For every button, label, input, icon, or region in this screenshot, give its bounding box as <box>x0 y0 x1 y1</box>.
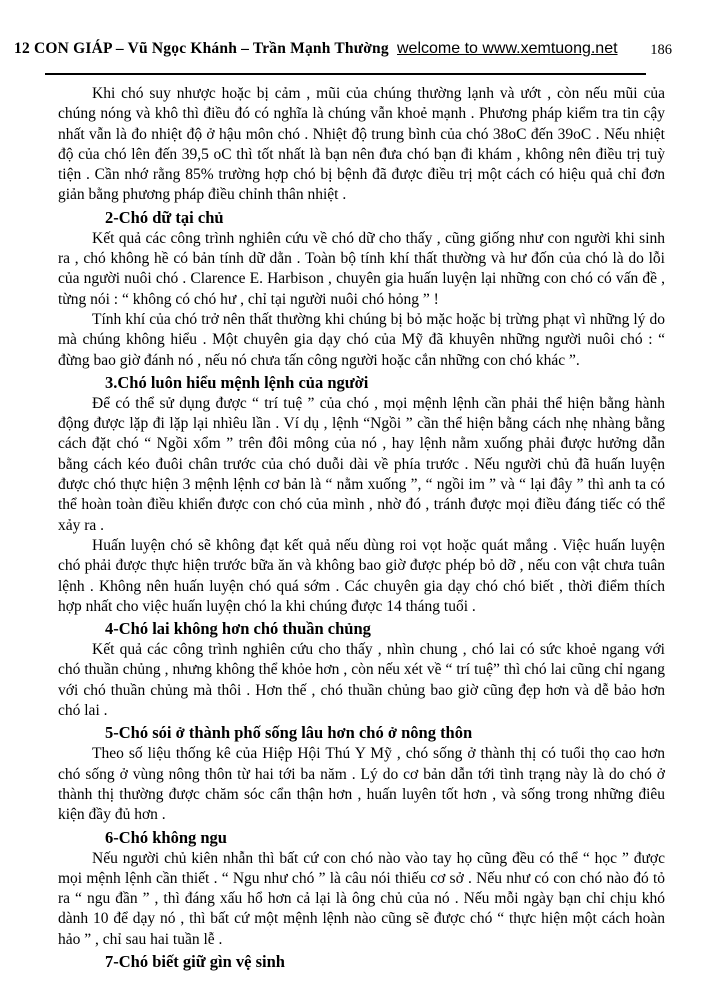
paragraph: Khi chó suy nhược hoặc bị cảm , mũi của chúng thường lạnh và ướt , còn nếu mũi của chúng nóng và khô thì điều đó có nghĩa là chúng vẫn khoẻ mạnh . Phương pháp kiểm tra tin cậy nhất vẫn là đo nhiệt độ ở hậu môn chó . Nhiệt độ trung bình của chó 38oC đến 39oC . Nếu nhiệt độ của chó lên đến 39,5 oC thì tốt nhất là bạn nên đưa chó bạn đi khám , không nên điều trị tuỳ tiện . Cần nhớ rằng 85% trường hợp chó bị bệnh đã được điều trị một cách có hiệu quả chỉ đơn giản bằng phương pháp điều chỉnh thân nhiệt . <box>58 85 665 204</box>
paragraph: Kết quả các công trình nghiên cứu về chó dữ cho thấy , cũng giống như con người khi sinh ra , chó không hề có bản tính dữ dằn . Toàn bộ tính khí thất thường và hư đốn của chó là do lỗi của người nuôi chó . Clarence E. Harbison , chuyên gia huấn luyện lại những con chó có vấn đề , từng nói : “ không có chó hư , chỉ tại người nuôi chó hỏng ” ! <box>58 229 665 308</box>
paragraph: Kết quả các công trình nghiên cứu cho thấy , nhìn chung , chó lai có sức khoẻ ngang với chó thuần chủng , nhưng không thể khỏe hơn , còn nếu xét về “ trí tuệ” thì chó lai cũng chỉ ngang với chó thuần chủng mà thôi . Hơn thế , chó thuần chủng bao giờ cũng đẹp hơn và dễ bảo hơn chó lai . <box>58 641 665 720</box>
section-heading: 7-Chó biết giữ gìn vệ sinh <box>105 951 285 971</box>
section-heading: 5-Chó sói ở thành phố sống lâu hơn chó ở nông thôn <box>105 723 473 743</box>
paragraph: Để có thể sử dụng được “ trí tuệ ” của chó , mọi mệnh lệnh cần phải thể hiện bằng hành động được lặp đi lặp lại nhìêu lần . Ví dụ , lệnh “Ngồi ” cần thể hiện bằng cách nhẹ nhàng bằng cách đặt chó “ Ngồi xổm ” trên đôi mông của nó , hay lệnh nằm xuống phải được hưởng dẫn bằng cách kéo đuôi chân trước của chó duỗi dài về phía trước . Nếu người chủ đã huấn luyện được chó thực hiện 3 mệnh lệnh cơ bản là “ nằm xuống ”, “ ngồi im ” và “ lại đây ” thì anh ta có thể hoàn toàn điều khiển được con chó của mình , nhờ đó , tránh được mọi điều đáng tiếc có thể xảy ra . <box>58 394 665 534</box>
book-title: 12 CON GIÁP – Vũ Ngọc Khánh – Trần Mạnh Thường <box>14 40 389 57</box>
section-heading: 2-Chó dữ tại chủ <box>105 207 224 227</box>
paragraph: Theo số liệu thống kê của Hiệp Hội Thú Y Mỹ , chó sống ở thành thị có tuổi thọ cao hơn chó sống ở vùng nông thôn từ hai tới ba năm . Lý do cơ bản dẫn tới tình trạng này là do chó ở thành thị thường được chăm sóc cẩn thận hơn , huấn luyên tốt hơn , và sống trong những điêu kiện đầy đủ hơn . <box>58 745 665 824</box>
paragraph: Huấn luyện chó sẽ không đạt kết quả nếu dùng roi vọt hoặc quát mắng . Việc huấn luyện chó phải được thực hiện trước bữa ăn và không bao giờ được phép bỏ dỡ , nếu con vật chưa tuân lệnh . Không nên huấn luyện chó quá sớm . Các chuyên gia dạy chó chó biết , thời điểm thích hợp nhất cho việc huấn luyện chó la khi chúng được 14 tháng tuổi . <box>58 536 665 615</box>
section-heading: 4-Chó lai không hơn chó thuần chủng <box>105 619 371 639</box>
page-number: 186 <box>650 42 672 58</box>
section-heading: 6-Chó không ngu <box>105 827 227 847</box>
site-link[interactable]: welcome to www.xemtuong.net <box>397 40 618 57</box>
page-header <box>0 40 702 66</box>
paragraph: Nếu người chủ kiên nhẫn thì bất cứ con chó nào vào tay họ cũng đều có thể “ học ” được mọi mệnh lệnh cần thiết . “ Ngu như chó ” là câu nói thiếu cơ sở . Nếu như có con chó nào đó tỏ ra “ ngu đần ” , thì đáng xấu hổ hơn cả lại là ông chủ của nó . Nếu mỗi ngày bạn chỉ chịu khó dành 10 để dạy nó , thì bất cứ một mệnh lệnh nào cũng sẽ được chó “ thực hiện một cách hoàn hảo ” , chỉ sau hai tuần lễ . <box>58 849 665 948</box>
document-body <box>0 75 702 972</box>
paragraph: Tính khí của chó trở nên thất thường khi chúng bị bỏ mặc hoặc bị trừng phạt vì những lý do mà chúng không hiểu . Một chuyên gia dạy chó của Mỹ đã khuyên những người nuôi chó : “ đừng bao giờ đánh nó , nếu nó chưa tấn công người hoặc cắn những con chó khác ”. <box>58 310 665 369</box>
section-heading: 3.Chó luôn hiểu mệnh lệnh của người <box>105 372 369 392</box>
